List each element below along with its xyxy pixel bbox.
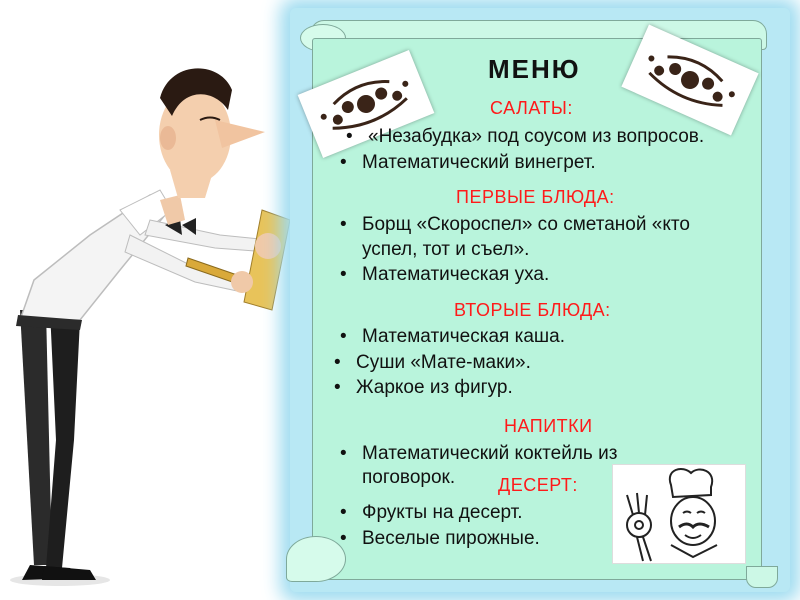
bullet: • xyxy=(340,264,347,285)
menu-item: • Суши «Мате-маки». xyxy=(334,350,531,376)
menu-item: успел, тот и съел». xyxy=(362,239,530,260)
menu-item: • Математическая каша. xyxy=(340,324,565,350)
bullet: • xyxy=(346,126,353,147)
bullet: • xyxy=(340,443,347,464)
bullet: • xyxy=(340,528,347,549)
menu-item: • «Незабудка» под соусом из вопросов. xyxy=(346,124,704,150)
section-title-dessert: ДЕСЕРТ: xyxy=(498,475,578,495)
menu-item: • Борщ «Скороспел» со сметаной «кто xyxy=(340,212,690,238)
menu-item: • Фрукты на десерт. xyxy=(340,500,523,526)
menu-item: • Математическая уха. xyxy=(340,262,549,288)
bullet: • xyxy=(340,326,347,347)
bullet: • xyxy=(334,377,341,398)
scroll-bottom-curl xyxy=(286,536,346,582)
chef-illustration xyxy=(612,464,746,564)
menu-title: МЕНЮ xyxy=(488,54,581,84)
menu-item: • Веселые пирожные. xyxy=(340,526,540,552)
bullet: • xyxy=(340,502,347,523)
bullet: • xyxy=(340,152,347,173)
menu-item: • Жаркое из фигур. xyxy=(334,375,513,401)
bullet: • xyxy=(340,214,347,235)
bullet: • xyxy=(334,352,341,373)
scroll-bottom-right-curl xyxy=(746,566,778,588)
waiter-illustration xyxy=(0,20,310,595)
section-title-drinks: НАПИТКИ xyxy=(504,416,593,436)
menu-item: поговорок. xyxy=(362,467,456,488)
section-title-second: ВТОРЫЕ БЛЮДА: xyxy=(454,300,611,320)
menu-item: • Математический коктейль из xyxy=(340,441,617,467)
menu-item: • Математический винегрет. xyxy=(340,150,596,176)
section-title-salads: САЛАТЫ: xyxy=(490,98,573,118)
section-title-first: ПЕРВЫЕ БЛЮДА: xyxy=(456,187,615,207)
